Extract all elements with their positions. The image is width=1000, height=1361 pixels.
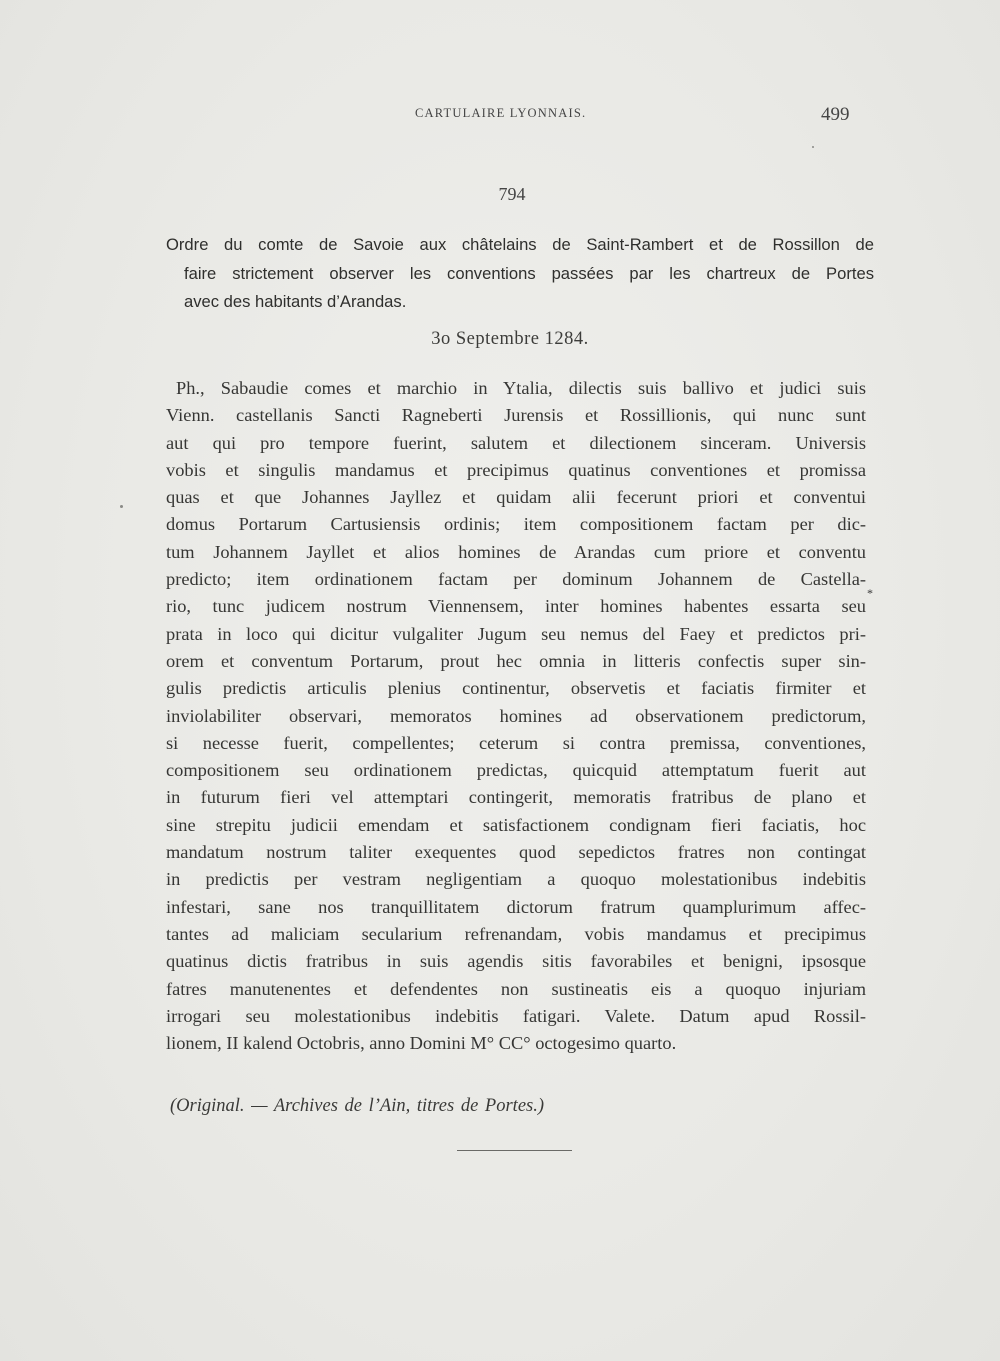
body-line: compositionem seu ordinationem predictas, quicquid attemptatum fuerit aut <box>166 760 866 781</box>
body-line: tum Johannem Jayllet et alios homines de Arandas cum priore et conventu <box>166 541 866 562</box>
body-line: si necesse fuerit, compellentes; ceterum si contra premissa, conventiones, <box>166 732 866 753</box>
document-body <box>166 375 866 1057</box>
body-line: Vienn. castellanis Sancti Ragneberti Jurensis et Rossillionis, qui nunc sunt <box>166 405 866 426</box>
summary-line: faire strictement observer les conventions passées par les chartreux de Portes <box>184 263 874 283</box>
summary-line: avec des habitants d’Arandas. <box>184 292 407 311</box>
source-note: (Original. — Archives de l’Ain, titres de Portes.) <box>170 1096 545 1116</box>
body-line: rio, tunc judicem nostrum Viennensem, inter homines habentes essarta seu <box>166 596 866 617</box>
body-line: prata in loco qui dicitur vulgaliter Jugum seu nemus del Faey et predictos pri- <box>166 623 866 644</box>
document-date: 3o Septembre 1284. <box>431 329 589 349</box>
running-title: CARTULAIRE LYONNAIS. <box>415 106 587 120</box>
paper-speck <box>120 505 123 508</box>
summary-line: Ordre du comte de Savoie aux châtelains de Saint-Rambert et de Rossillon de <box>166 235 874 254</box>
body-line: fatres manutenentes et defendentes non sustineatis eis a quoquo injuriam <box>166 978 866 999</box>
body-line: predicto; item ordinationem factam per dominum Johannem de Castella- <box>166 569 866 590</box>
body-line: mandatum nostrum taliter exequentes quod sepedictos fratres non contingat <box>166 842 866 863</box>
body-line: inviolabiliter observari, memoratos homines ad observationem predictorum, <box>166 705 866 726</box>
body-line: tantes ad maliciam secularium refrenandam, vobis mandamus et precipimus <box>166 923 866 944</box>
body-line: lionem, II kalend Octobris, anno Domini M° CC° octogesimo quarto. <box>166 1033 677 1054</box>
end-rule <box>457 1150 572 1151</box>
body-line: Ph., Sabaudie comes et marchio in Ytalia, dilectis suis ballivo et judici suis <box>176 378 866 398</box>
body-line: quatinus dictis fratribus in suis agendis sitis favorabiles et benigni, ipsosque <box>166 951 866 972</box>
body-line: vobis et singulis mandamus et precipimus quatinus conventiones et promissa <box>166 459 866 480</box>
body-line: irrogari seu molestationibus indebitis fatigari. Valete. Datum apud Rossil- <box>166 1005 866 1026</box>
body-line: aut qui pro tempore fuerint, salutem et dilectionem sinceram. Universis <box>166 432 866 453</box>
document-number: 794 <box>498 184 526 204</box>
body-line: in futurum fieri vel attemptari contingerit, memoratis fratribus de plano et <box>166 787 866 808</box>
body-line: infestari, sane nos tranquillitatem dictorum fratrum quamplurimum affec- <box>166 896 866 917</box>
page-number: 499 <box>821 104 850 125</box>
body-line: domus Portarum Cartusiensis ordinis; item compositionem factam per dic- <box>166 514 866 535</box>
margin-asterisk: * <box>867 586 873 600</box>
body-line: gulis predictis articulis plenius continentur, observetis et faciatis firmiter et <box>166 678 866 699</box>
document-summary <box>166 231 874 317</box>
body-line: sine strepitu judicii emendam et satisfactionem condignam fieri faciatis, hoc <box>166 814 866 835</box>
body-line: orem et conventum Portarum, prout hec omnia in litteris confectis super sin- <box>166 650 866 671</box>
body-line: quas et que Johannes Jayllez et quidam alii fecerunt priori et conventui <box>166 487 866 508</box>
body-line: in predictis per vestram negligentiam a quoquo molestationibus indebitis <box>166 869 866 890</box>
paper-speck <box>812 146 814 148</box>
